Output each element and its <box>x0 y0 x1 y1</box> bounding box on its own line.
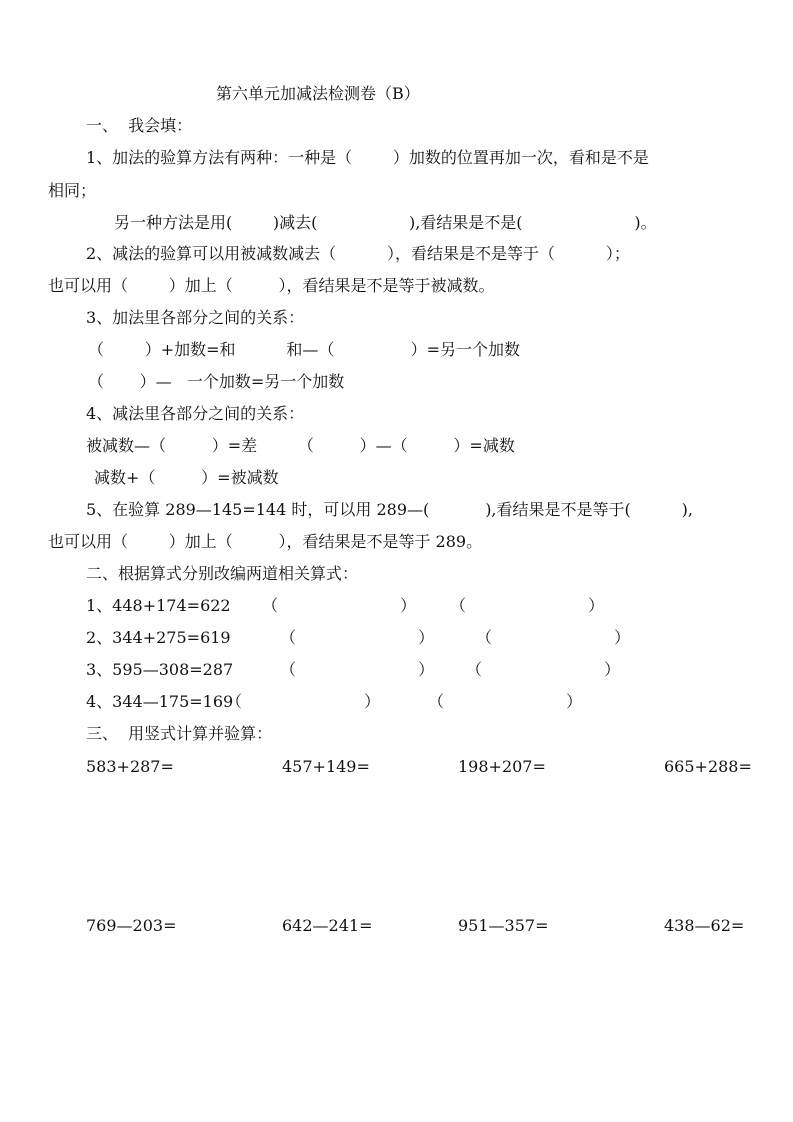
q4-line2: 减数+（ ）=被减数 <box>94 468 279 487</box>
rewrite-item-2-blank2[interactable]: （ ） <box>476 628 631 647</box>
section1-heading: 一、 我会填： <box>86 116 193 135</box>
rewrite-item-3-label: 3、595—308=287 <box>86 660 234 679</box>
page-title: 第六单元加减法检测卷（B） <box>216 84 420 103</box>
q3-heading: 3、加法里各部分之间的关系： <box>86 308 305 327</box>
vertical-calc-2: 457+149= <box>282 757 370 776</box>
rewrite-item-1-blank1[interactable]: （ ） <box>262 596 417 615</box>
q5-line2: 也可以用（ ）加上（ ），看结果是不是等于 289。 <box>48 532 483 551</box>
rewrite-item-2-label: 2、344+275=619 <box>86 628 231 647</box>
q3-line2: （ ）— 一个加数=另一个加数 <box>88 372 345 391</box>
rewrite-item-3-blank1[interactable]: （ ） <box>280 660 435 679</box>
q4-line1: 被减数—（ ）=差 （ ）—（ ）=减数 <box>86 436 515 455</box>
section2-heading: 二、根据算式分别改编两道相关算式： <box>86 564 359 583</box>
vertical-calc-4: 665+288= <box>664 757 752 776</box>
vertical-calc-6: 642—241= <box>282 916 373 935</box>
q5-line1: 5、在验算 289—145=144 时，可以用 289—( ),看结果是不是等于( ), <box>86 500 693 519</box>
vertical-calc-1: 583+287= <box>86 757 174 776</box>
vertical-calc-8: 438—62= <box>664 916 745 935</box>
vertical-calc-5: 769—203= <box>86 916 177 935</box>
rewrite-item-3-blank2[interactable]: （ ） <box>466 660 621 679</box>
rewrite-item-4-blank1[interactable]: （ ） <box>226 692 381 711</box>
q1-line2: 相同； <box>48 181 97 200</box>
vertical-calc-3: 198+207= <box>458 757 546 776</box>
q4-heading: 4、减法里各部分之间的关系： <box>86 404 305 423</box>
q2-line2: 也可以用（ ）加上（ ），看结果是不是等于被减数。 <box>48 276 495 295</box>
q2-line1: 2、减法的验算可以用被减数减去（ ），看结果是不是等于（ ）； <box>86 244 630 263</box>
q1-line1: 1、加法的验算方法有两种：一种是（ ）加数的位置再加一次，看和是不是 <box>86 148 649 167</box>
section3-heading: 三、 用竖式计算并验算： <box>86 724 273 743</box>
rewrite-item-1-blank2[interactable]: （ ） <box>450 596 605 615</box>
rewrite-item-2-blank1[interactable]: （ ） <box>280 628 435 647</box>
rewrite-item-4-blank2[interactable]: （ ） <box>428 692 583 711</box>
q3-line1: （ ）+加数=和 和—（ ）=另一个加数 <box>88 340 521 359</box>
rewrite-item-4-label: 4、344—175=169 <box>86 692 234 711</box>
q1-line3: 另一种方法是用( )减去( ),看结果是不是( )。 <box>114 213 657 232</box>
vertical-calc-7: 951—357= <box>458 916 549 935</box>
rewrite-item-1-label: 1、448+174=622 <box>86 596 231 615</box>
